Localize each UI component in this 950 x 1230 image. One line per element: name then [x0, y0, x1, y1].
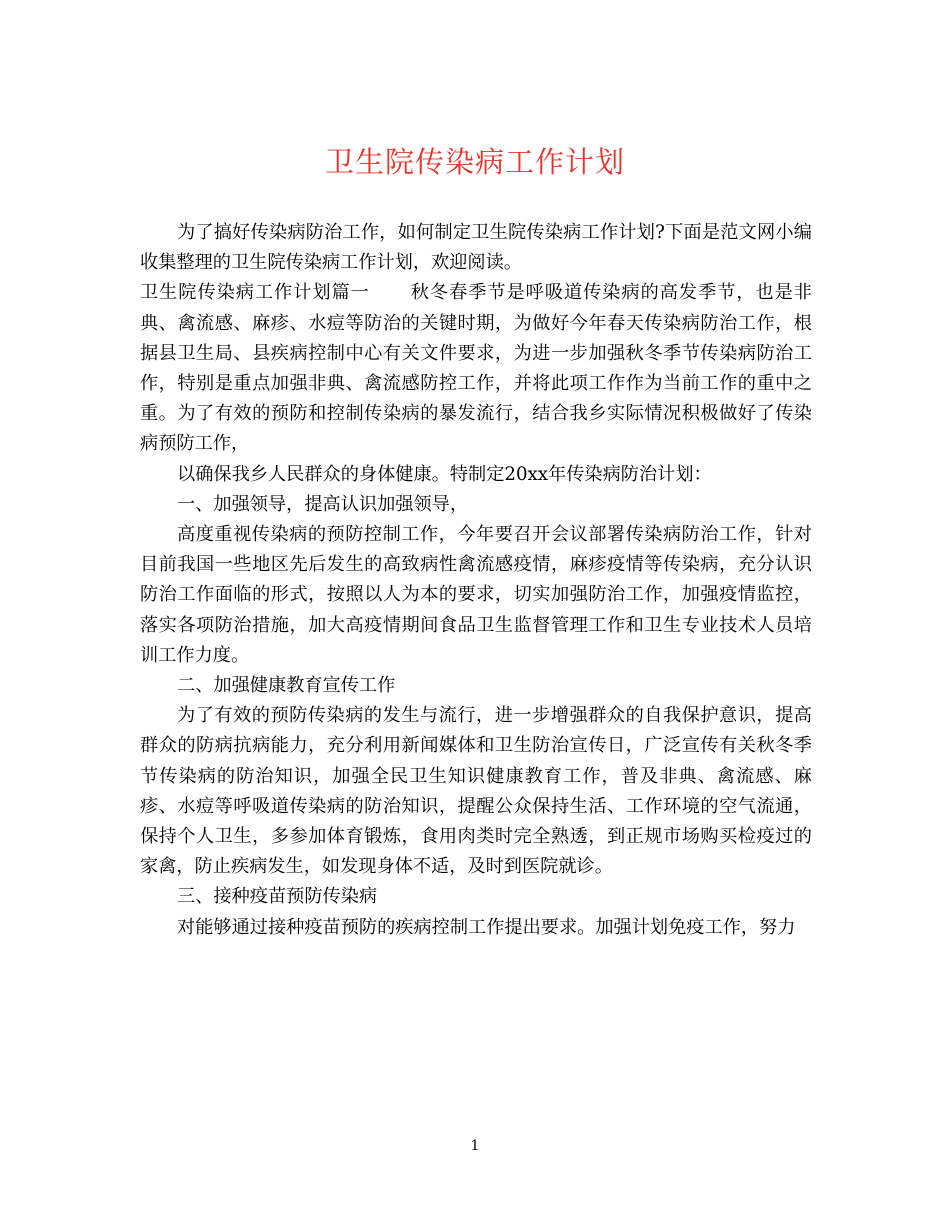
body-paragraph: 为了有效的预防传染病的发生与流行，进一步增强群众的自我保护意识，提高群众的防病抗病能力，充分利用新闻媒体和卫生防治宣传日，广泛宣传有关秋冬季节传染病的防治知识，加强全民卫生知识健康教育工作，普及非典、禽流感、麻疹、水痘等呼吸道传染病的防治知识，提醒公众保持生活、工作环境的空气流通，保持个人卫生，多参加体育锻炼，食用肉类时完全熟透，到正规市场购买检疫过的家禽，防止疾病发生，如发现身体不适，及时到医院就诊。 — [140, 705, 812, 878]
section-paragraph — [140, 278, 812, 459]
heading-1: 一、加强领导，提高认识加强领导， — [177, 493, 469, 515]
heading-2: 二、加强健康教育宣传工作 — [177, 675, 396, 697]
section-label: 卫生院传染病工作计划篇一 — [140, 282, 370, 304]
heading-3: 三、接种疫苗预防传染病 — [177, 886, 378, 908]
intro-paragraph: 为了搞好传染病防治工作，如何制定卫生院传染病工作计划?下面是范文网小编收集整理的卫生院传染病工作计划，欢迎阅读。 — [140, 222, 812, 274]
body-paragraph: 高度重视传染病的预防控制工作，今年要召开会议部署传染病防治工作，针对目前我国一些地区先后发生的高致病性禽流感疫情，麻疹疫情等传染病，充分认识防治工作面临的形式，按照以人为本的要求，切实加强防治工作，加强疫情监控，落实各项防治措施，加大高疫情期间食品卫生监督管理工作和卫生专业技术人员培训工作力度。 — [140, 524, 812, 666]
body-paragraph: 以确保我乡人民群众的身体健康。特制定20xx年传染病防治计划： — [177, 463, 712, 485]
section-paragraph-text: 秋冬春季节是呼吸道传染病的高发季节，也是非典、禽流感、麻疹、水痘等防治的关键时期，为做好今年春天传染病防治工作，根据县卫生局、县疾病控制中心有关文件要求，为进一步加强秋冬季节传染病防治工作，特别是重点加强非典、禽流感防控工作，并将此项工作作为当前工作的重中之重。为了有效的预防和控制传染病的暴发流行，结合我乡实际情况积极做好了传染病预防工作， — [140, 282, 812, 455]
document-body — [140, 218, 812, 943]
page-number: 1 — [470, 1138, 480, 1154]
document-title: 卫生院传染病工作计划 — [324, 145, 625, 179]
body-paragraph: 对能够通过接种疫苗预防的疾病控制工作提出要求。加强计划免疫工作，努力 — [177, 916, 796, 938]
